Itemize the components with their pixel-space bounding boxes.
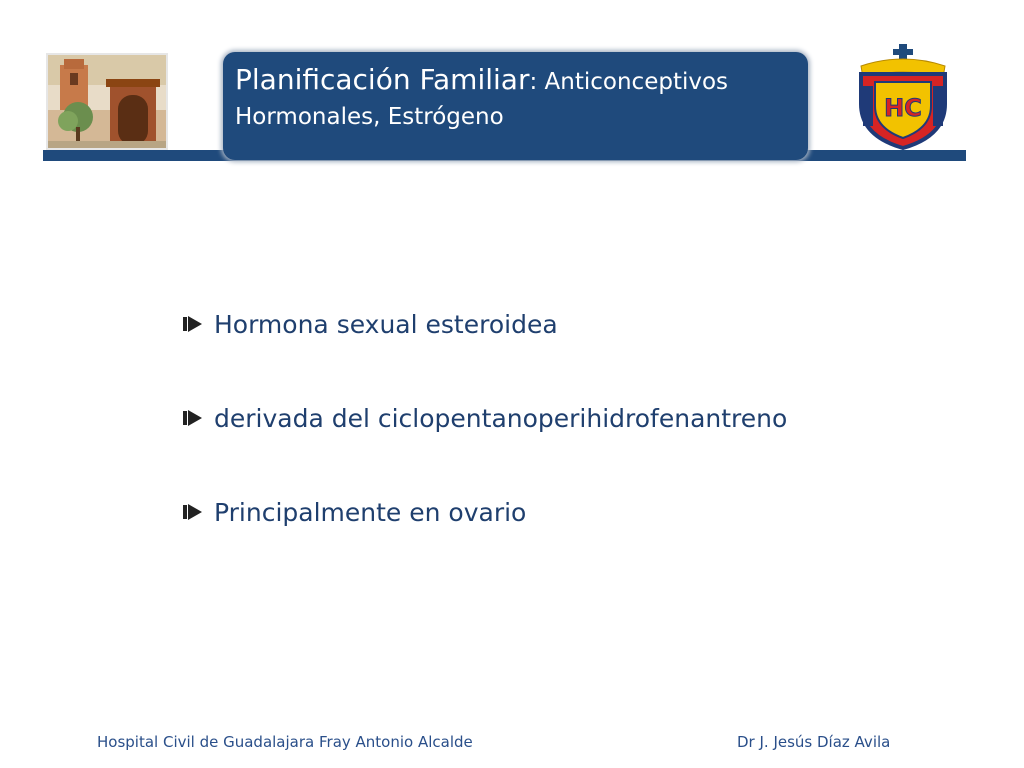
slide-title-line2: Hormonales, Estrógeno: [235, 104, 504, 130]
logo-monogram: HC: [884, 94, 922, 122]
bullet-text: Hormona sexual esteroidea: [214, 309, 558, 339]
bullet-text: derivada del ciclopentanoperihidrofenantreno: [214, 403, 788, 433]
footer-author: Dr J. Jesús Díaz Avila: [737, 733, 891, 751]
footer-hospital-name: Hospital Civil de Guadalajara Fray Antonio Alcalde: [97, 733, 473, 751]
bullet-text: Principalmente en ovario: [214, 497, 527, 527]
hospital-civil-logo: [853, 44, 953, 150]
title-main: Planificación Familiar: [235, 63, 530, 96]
play-arrow-icon: [183, 501, 203, 523]
hospital-building-image: [46, 53, 168, 150]
title-sub: : Anticonceptivos: [529, 69, 729, 95]
play-arrow-icon: [183, 313, 203, 335]
list-item: [183, 490, 526, 534]
slide-title-line1: [235, 62, 808, 100]
slide-title-box: [223, 52, 808, 160]
list-item: [183, 302, 558, 346]
play-arrow-icon: [183, 407, 203, 429]
list-item: [183, 396, 787, 440]
